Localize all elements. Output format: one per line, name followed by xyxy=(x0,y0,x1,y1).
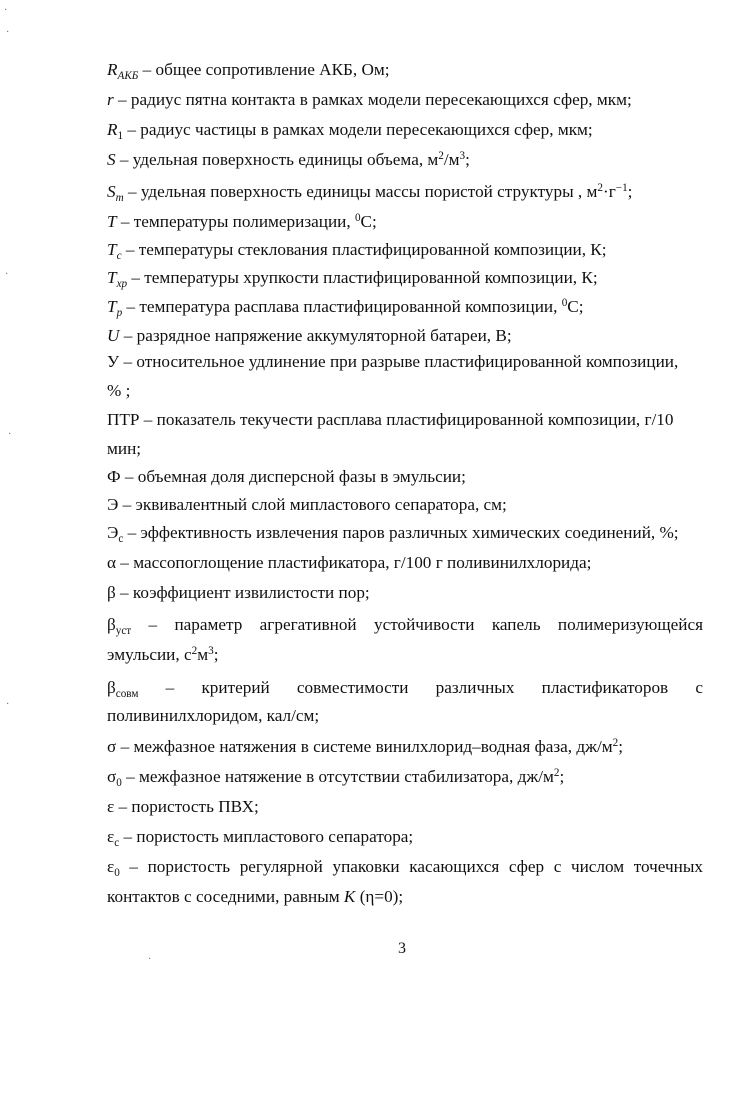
definition-s: S – удельная поверхность единицы объема, $м^2/м^3$; xyxy=(107,149,470,169)
scan-speck: · xyxy=(148,954,152,965)
symbol: S xyxy=(107,182,116,201)
symbol: T xyxy=(107,212,117,231)
symbol: R xyxy=(107,120,118,139)
definition-r-akb: $R_{АКБ}$ – общее сопротивление АКБ, Ом; xyxy=(107,60,390,82)
definition-epsilon-c: $\varepsilon_с$ – пористость мипластового сепаратора; xyxy=(107,827,414,849)
definition-phi: Ф – объемная доля дисперсной фазы в эмульсии; xyxy=(107,467,466,486)
symbol: S xyxy=(107,150,116,169)
symbol: U xyxy=(107,326,120,345)
definition-elongation-cont: % ; xyxy=(107,381,131,400)
symbol: ε xyxy=(107,857,115,876)
symbol: Э xyxy=(107,523,119,542)
scan-speck: · xyxy=(8,429,12,440)
symbol: T xyxy=(107,240,117,259)
definition-beta-ust: $\beta_{уст}$ – параметр агрегативной устойчивости капель полимеризующейся xyxy=(107,615,703,637)
definition-beta-sovm: $\beta_{совм}$ – критерий совместимости различных пластификаторов с xyxy=(107,678,703,700)
page-number: 3 xyxy=(398,940,406,957)
definition-elongation: У – относительное удлинение при разрыве пластифицированной композиции, xyxy=(107,352,679,371)
definition-sm: $S_m$ – удельная поверхность единицы массы пористой структуры , $м^2\cdot г^{-1}$; xyxy=(107,181,633,204)
scan-speck: · xyxy=(4,5,8,16)
scan-speck: · xyxy=(5,269,9,280)
definition-beta: β – коэффициент извилистости пор; xyxy=(107,583,370,602)
definition-r1: $R_1$ – радиус частицы в рамках модели пересекающихся сфер, мкм; xyxy=(107,120,593,142)
definition-epsilon0: $\varepsilon_0$ – пористость регулярной упаковки касающихся сфер с числом точечных xyxy=(107,857,703,879)
definition-ptr-cont: мин; xyxy=(107,439,142,458)
definition-sigma0: $\sigma_0$ – межфазное натяжение в отсутствии стабилизатора, $дж/м^2$; xyxy=(107,766,565,789)
definition-tc: $T_c$ – температуры стеклования пластифицированной композиции, К; xyxy=(107,240,607,262)
symbol: T xyxy=(107,297,117,316)
symbol: r xyxy=(107,90,114,109)
definition-txr: $T_{хр}$ – температуры хрупкости пластифицированной композиции, К; xyxy=(107,268,598,290)
symbol: ε xyxy=(107,827,115,846)
definition-tp: $T_p$ – температура расплава пластифицированной композиции, $^0$С; xyxy=(107,296,584,319)
symbol: T xyxy=(107,268,117,287)
definition-beta-sovm-cont: поливинилхлоридом, кал/см; xyxy=(107,706,320,725)
scan-speck: · xyxy=(6,699,10,710)
symbol: β xyxy=(107,678,116,697)
definition-sigma: σ – межфазное натяжения в системе винилхлорид–водная фаза, $дж/м^2$; xyxy=(107,736,624,756)
definition-e-layer: Э – эквивалентный слой мипластового сепаратора, см; xyxy=(107,495,507,514)
symbol: β xyxy=(107,615,116,634)
definition-epsilon: ε – пористость ПВХ; xyxy=(107,797,259,816)
definition-beta-ust-cont: эмульсии, $с^2м^3$; xyxy=(107,644,219,664)
definition-alpha: α – массопоглощение пластификатора, г/100 г поливинилхлорида; xyxy=(107,553,592,572)
scan-speck: · xyxy=(6,27,10,38)
definition-t: T – температуры полимеризации, $^0$С; xyxy=(107,211,377,231)
symbol: R xyxy=(107,60,118,79)
definition-r-contact: r – радиус пятна контакта в рамках модели пересекающихся сфер, мкм; xyxy=(107,90,632,109)
definition-e-efficiency: $Э_с$ – эффективность извлечения паров различных химических соединений, %; xyxy=(107,523,679,545)
symbol: σ xyxy=(107,767,117,786)
definition-u: U – разрядное напряжение аккумуляторной батареи, В; xyxy=(107,326,512,345)
symbol: σ xyxy=(107,737,117,756)
definition-ptr: ПТР – показатель текучести расплава пластифицированной композиции, г/10 xyxy=(107,410,674,429)
definition-epsilon0-cont: контактов с соседними, равным K (η=0); xyxy=(107,887,404,906)
